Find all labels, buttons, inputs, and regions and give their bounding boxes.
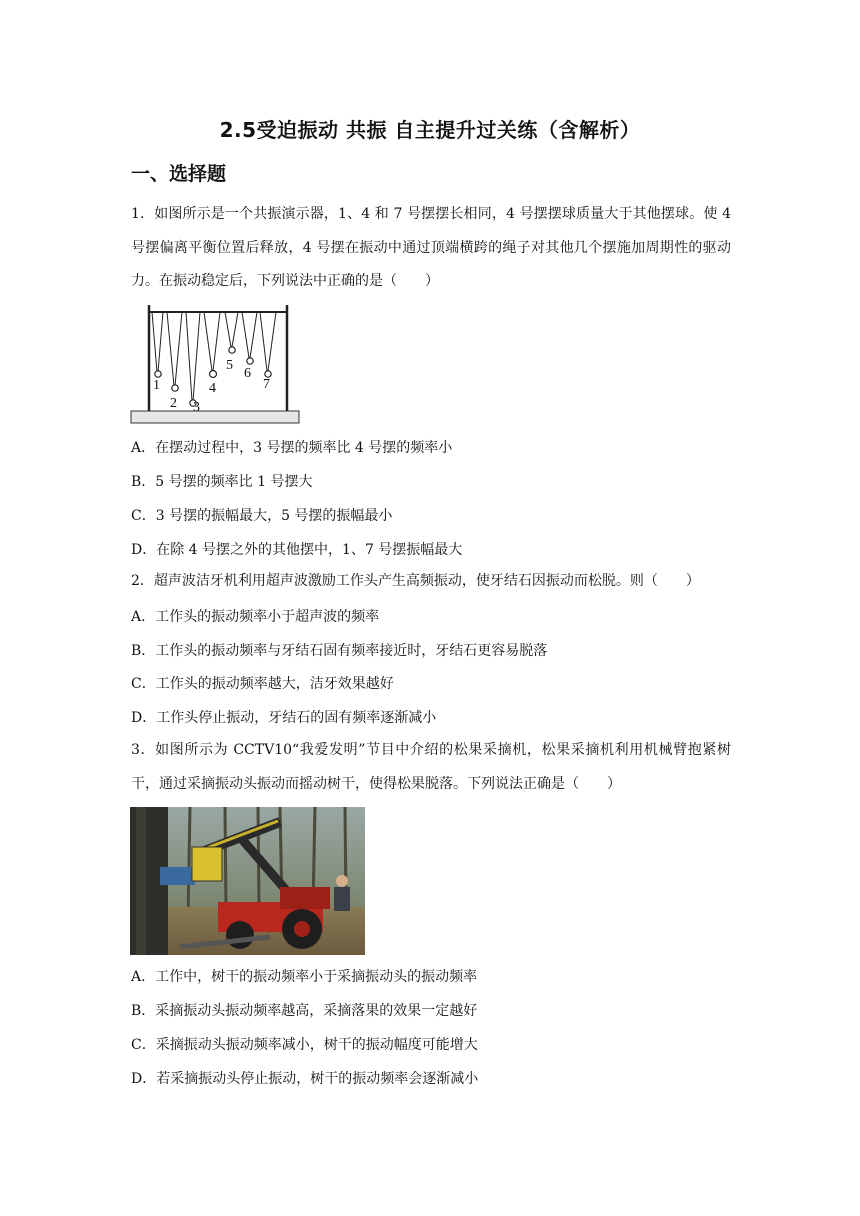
pendulum-label-5: 5 [226,358,233,373]
page-title: 2.5受迫振动 共振 自主提升过关练（含解析） [219,118,641,142]
section-heading: 一、选择题 [131,163,227,185]
question-3-option-d: D．若采摘振动头停止振动，树干的振动频率会逐渐减小 [131,1071,479,1087]
question-3-stem: 3．如图所示为 CCTV10“我爱发明”节目中介绍的松果采摘机，松果采摘机利用机械臂抱紧树干，通过采摘振动头振动而摇动树干，使得松果脱落。下列说法正确是（ ） [131,742,731,792]
question-2-stem: 2．超声波洁牙机利用超声波激励工作头产生高频振动，使牙结石因振动而松脱。则（ ） [131,573,700,589]
pine-cone-harvester-photo [130,807,365,955]
pendulum-label-4: 4 [209,381,216,396]
pendulum-label-2: 2 [170,396,177,411]
question-1-option-a: A．在摆动过程中，3 号摆的频率比 4 号摆的频率小 [131,440,453,456]
question-2-option-b: B．工作头的振动频率与牙结石固有频率接近时，牙结石更容易脱落 [131,643,548,659]
question-3-option-a: A．工作中，树干的振动频率小于采摘振动头的振动频率 [131,969,478,985]
question-2-option-a: A．工作头的振动频率小于超声波的频率 [131,609,380,625]
question-1-stem: 1．如图所示是一个共振演示器，1、4 和 7 号摆摆长相同，4 号摆摆球质量大于其他摆球。使 4 号摆偏离平衡位置后释放，4 号摆在振动中通过顶端横跨的绳子对其他几个摆施加周期性的驱动力。在振动稳定后，下列说法中正确的是（ ） [131,206,731,289]
pendulum-label-1: 1 [153,378,160,393]
question-1-option-d: D．在除 4 号摆之外的其他摆中，1、7 号摆振幅最大 [131,542,463,558]
question-3-option-c: C．采摘振动头振动频率减小，树干的振动幅度可能增大 [131,1037,478,1053]
pendulum-label-3: 3 [193,400,200,415]
resonance-demonstrator-figure [130,300,300,428]
question-2-option-d: D．工作头停止振动，牙结石的固有频率逐渐减小 [131,710,437,726]
question-3-option-b: B．采摘振动头振动频率越高，采摘落果的效果一定越好 [131,1003,478,1019]
pendulum-label-7: 7 [263,377,270,392]
question-1-option-b: B．5 号摆的频率比 1 号摆大 [131,474,313,490]
question-1-option-c: C．3 号摆的振幅最大，5 号摆的振幅最小 [131,508,393,524]
question-2-option-c: C．工作头的振动频率越大，洁牙效果越好 [131,676,394,692]
pendulum-label-6: 6 [244,366,251,381]
